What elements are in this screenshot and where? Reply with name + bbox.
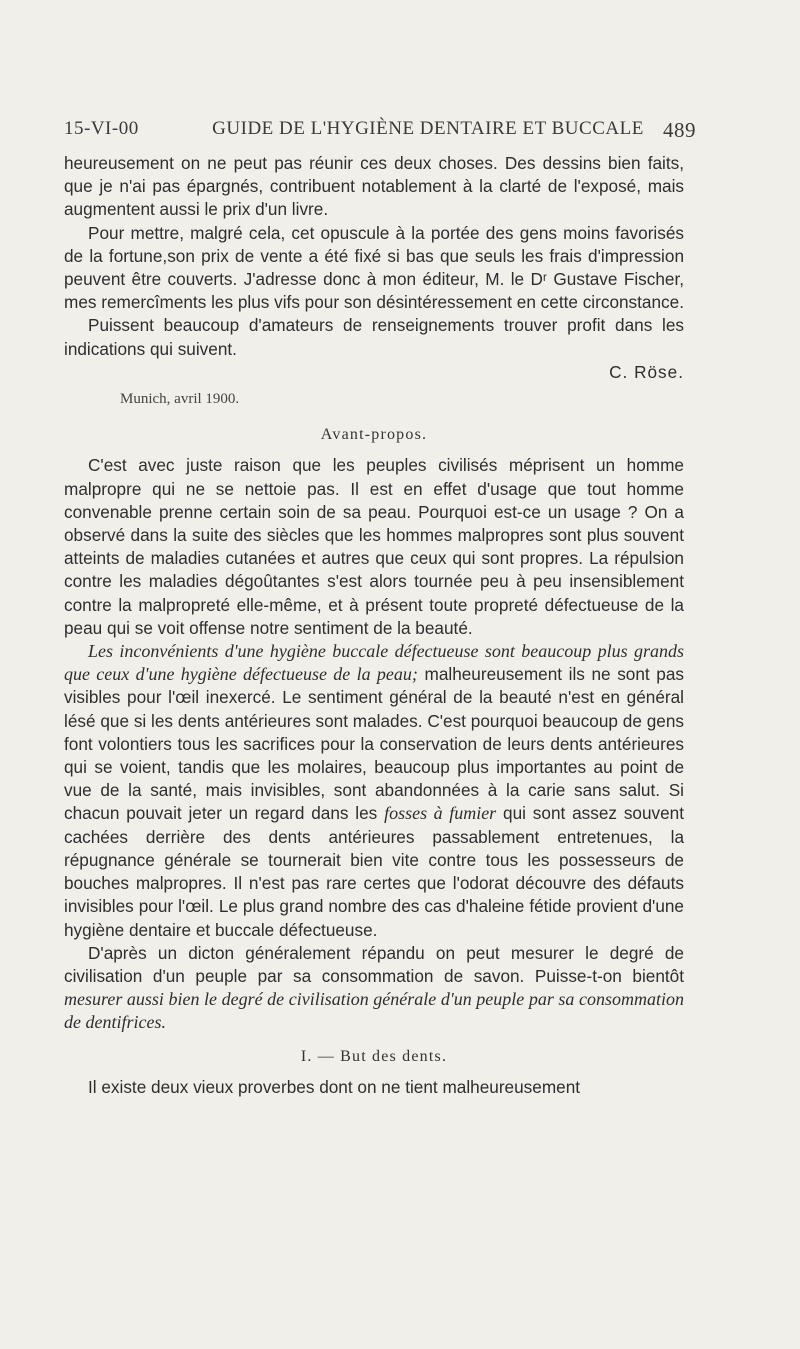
body-paragraph: C'est avec juste raison que les peuples civilisés méprisent un homme malpropre qui ne se nettoie pas. Il est en effet d'usage que tout homme convenable prenne certain soin de sa peau. Pourquoi est-ce un usage ? On a observé dans la suite des siècles que les hommes malpropres sont plus souvent atteints de maladies cutanées et autres que ceux qui sont propres. La répulsion contre les maladies dégoûtantes s'est alors tournée peu à peu insensiblement contre la malpropreté elle-même, et à présent toute propreté défectueuse de la peau qui se voit offense notre sentiment de la beauté. <box>64 455 684 638</box>
place-date: Munich, avril 1900. <box>120 391 240 408</box>
preface-paragraph: heureusement on ne peut pas réunir ces deux choses. Des dessins bien faits, que je n'ai pas épargnés, contribuent notablement à la clarté de l'exposé, mais augmentent aussi le prix d'un livre. <box>64 153 684 220</box>
italic-emphasis: Les inconvénients d'une hygiène buccale défectueuse sont beaucoup plus grands que ceux d'une hygiène défectueuse de la peau; <box>64 641 684 685</box>
preface-paragraph: Pour mettre, malgré cela, cet opuscule à la portée des gens moins favorisés de la fortune,son prix de vente a été fixé si bas que seuls les frais d'impression peuvent être couverts. J'adresse donc à mon éditeur, M. le Dʳ Gustave Fischer, mes remercîments les plus vifs pour son désintéressement en cette circonstance. <box>64 222 684 313</box>
italic-emphasis: mesurer aussi bien le degré de civilisation générale d'un peuple par sa consommation de dentifrices. <box>64 989 684 1033</box>
issue-date: 15-VI-00 <box>64 118 139 139</box>
section-heading-avant-propos: Avant-propos. <box>320 426 428 444</box>
author-signature: C. Röse. <box>609 361 684 382</box>
section-heading-but-des-dents: I. — But des dents. <box>300 1047 448 1065</box>
body-paragraph: D'après un dicton généralement répandu on peut mesurer le degré de civilisation d'un peuple par sa consommation de savon. Puisse-t-on bientôt mesurer aussi bien le degré de civilisation générale d'un peuple par sa consommation de dentifrices. <box>64 942 684 1033</box>
running-title: GUIDE DE L'HYGIÈNE DENTAIRE ET BUCCALE <box>212 118 644 139</box>
preface-paragraph: Puissent beaucoup d'amateurs de renseignements trouver profit dans les indications qui suivent. <box>64 315 684 359</box>
page-body <box>64 152 684 1099</box>
body-paragraph: Les inconvénients d'une hygiène buccale défectueuse sont beaucoup plus grands que ceux d'une hygiène défectueuse de la peau; malheureusement ils ne sont pas visibles pour l'œil inexercé. Le sentiment général de la beauté n'est en général lésé que si les dents antérieures sont malades. C'est pourquoi beaucoup de gens font volontiers tous les sacrifices pour la conservation de leurs dents antérieures qui se voient, tandis que les molaires, beaucoup plus importantes au point de vue de la santé, mais invisibles, sont abandonnées à la carie sans salut. Si chacun pouvait jeter un regard dans les fosses à fumier qui sont assez souvent cachées derrière des dents antérieures passablement entretenues, la répugnance générale se tournerait bien vite contre tous les possesseurs de bouches malpropres. Il n'est pas rare certes que l'odorat découvre des défauts invisibles pour l'œil. Le plus grand nombre des cas d'haleine fétide provient d'une hygiène dentaire et buccale défectueuse. <box>64 641 685 940</box>
signature-line <box>64 361 684 384</box>
body-paragraph: Il existe deux vieux proverbes dont on ne tient malheureusement <box>88 1076 581 1097</box>
italic-emphasis: fosses à fumier <box>384 803 497 824</box>
page-number: 489 <box>663 118 696 142</box>
